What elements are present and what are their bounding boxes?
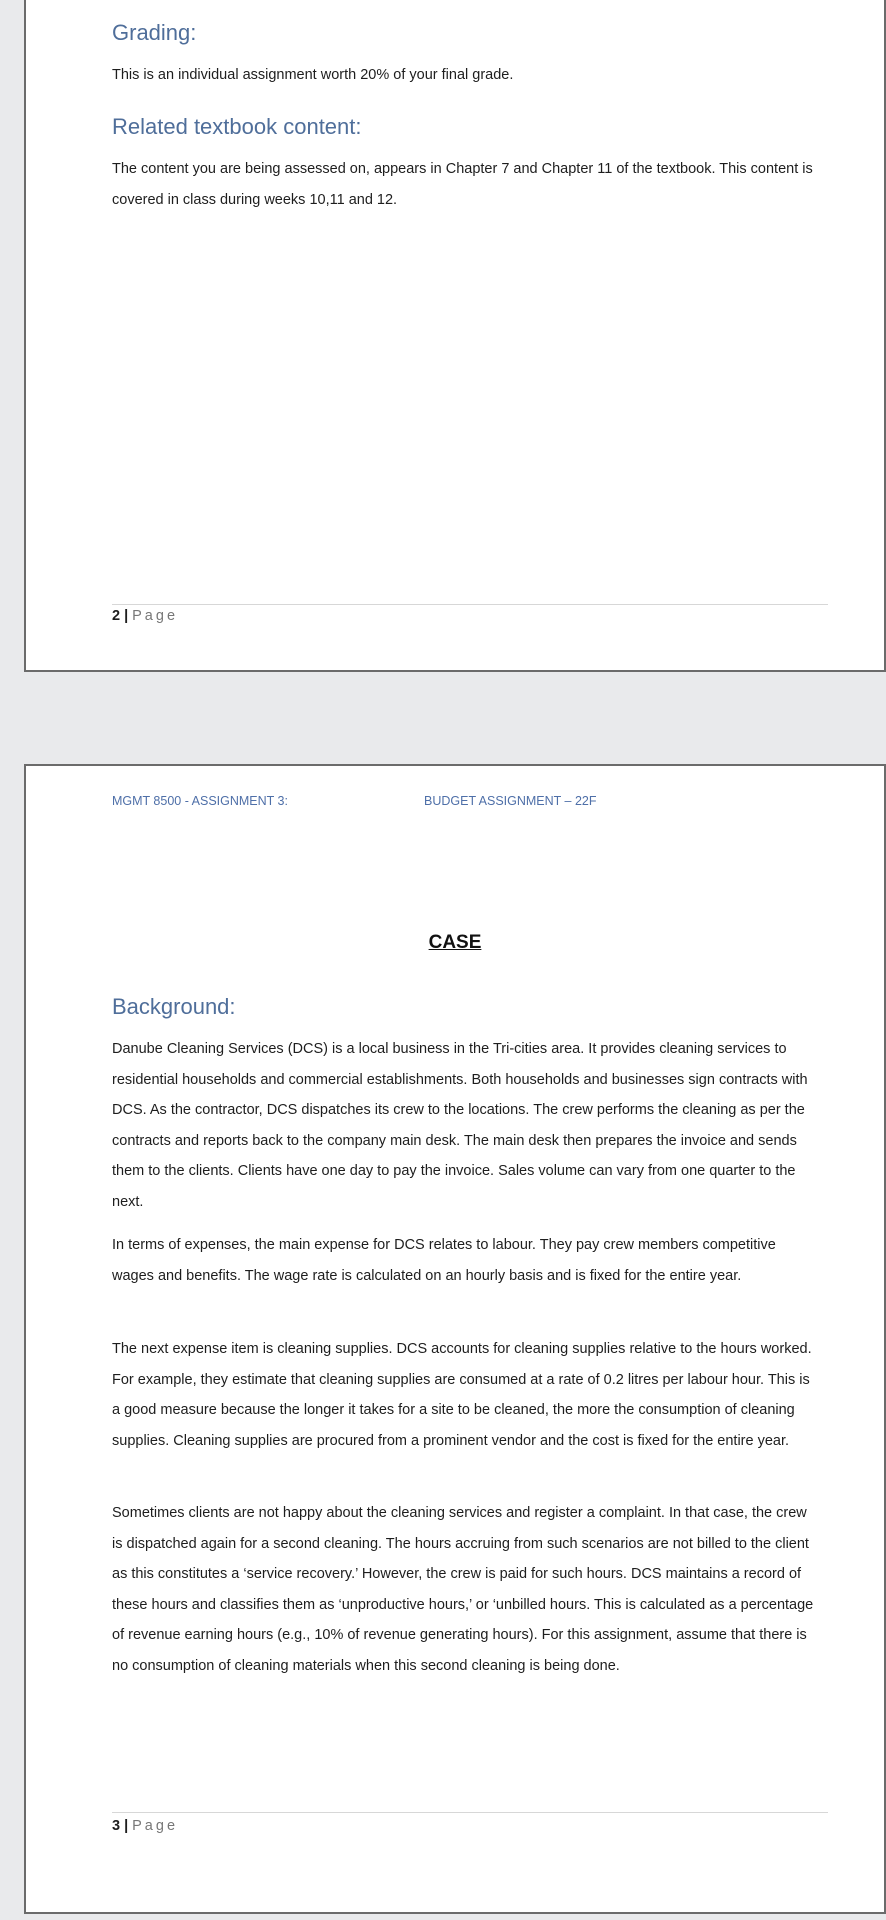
footer-divider bbox=[112, 604, 828, 605]
page-number: 2 bbox=[112, 608, 121, 624]
case-title: CASE bbox=[428, 932, 482, 953]
grading-text: This is an individual assignment worth 20% of your final grade. bbox=[112, 67, 514, 83]
related-content-heading: Related textbook content: bbox=[112, 114, 362, 139]
footer-separator: | bbox=[124, 608, 129, 624]
grading-heading: Grading: bbox=[112, 20, 197, 45]
background-paragraph-2: In terms of expenses, the main expense for DCS relates to labour. They pay crew members competitive wages and benefits. The wage rate is calculated on an hourly basis and is fixed for the entire year. bbox=[112, 1237, 776, 1284]
footer-separator: | bbox=[124, 1818, 129, 1834]
background-paragraph-1: Danube Cleaning Services (DCS) is a local business in the Tri-cities area. It provides cleaning services to residential households and commercial establishments. Both households and businesses sign contracts with DCS. As the contractor, DCS dispatches its crew to the locations. The crew performs the cleaning as per the contracts and reports back to the company main desk. The main desk then prepares the invoice and sends them to the clients. Clients have one day to pay the invoice. Sales volume can vary from one quarter to the next. bbox=[112, 1041, 808, 1210]
page-footer bbox=[112, 608, 178, 624]
header-course: MGMT 8500 - ASSIGNMENT 3: bbox=[112, 794, 288, 808]
background-heading: Background: bbox=[112, 994, 236, 1019]
header-assignment: BUDGET ASSIGNMENT – 22F bbox=[424, 794, 597, 808]
page-label: Page bbox=[132, 608, 179, 624]
background-paragraph-3: The next expense item is cleaning supplies. DCS accounts for cleaning supplies relative to the hours worked. For example, they estimate that cleaning supplies are consumed at a rate of 0.2 litres per labour hour. This is a good measure because the longer it takes for a site to be cleaned, the more the consumption of cleaning supplies. Cleaning supplies are procured from a prominent vendor and the cost is fixed for the entire year. bbox=[112, 1341, 812, 1449]
background-paragraph-4: Sometimes clients are not happy about the cleaning services and register a complaint. In that case, the crew is dispatched again for a second cleaning. The hours accruing from such scenarios are not billed to the client as this constitutes a ‘service recovery.’ However, the crew is paid for such hours. DCS maintains a record of these hours and classifies them as ‘unproductive hours,’ or ‘unbilled hours. This is calculated as a percentage of revenue earning hours (e.g., 10% of revenue generating hours). For this assignment, assume that there is no consumption of cleaning materials when this second cleaning is being done. bbox=[112, 1505, 814, 1674]
page-number: 3 bbox=[112, 1818, 121, 1834]
footer-divider bbox=[112, 1812, 828, 1813]
page-footer bbox=[112, 1818, 178, 1834]
related-content-text: The content you are being assessed on, appears in Chapter 7 and Chapter 11 of the textbook. This content is covered in class during weeks 10,11 and 12. bbox=[112, 161, 813, 208]
document-page-2 bbox=[24, 0, 886, 672]
document-page-3 bbox=[24, 764, 886, 1914]
page-label: Page bbox=[132, 1818, 179, 1834]
